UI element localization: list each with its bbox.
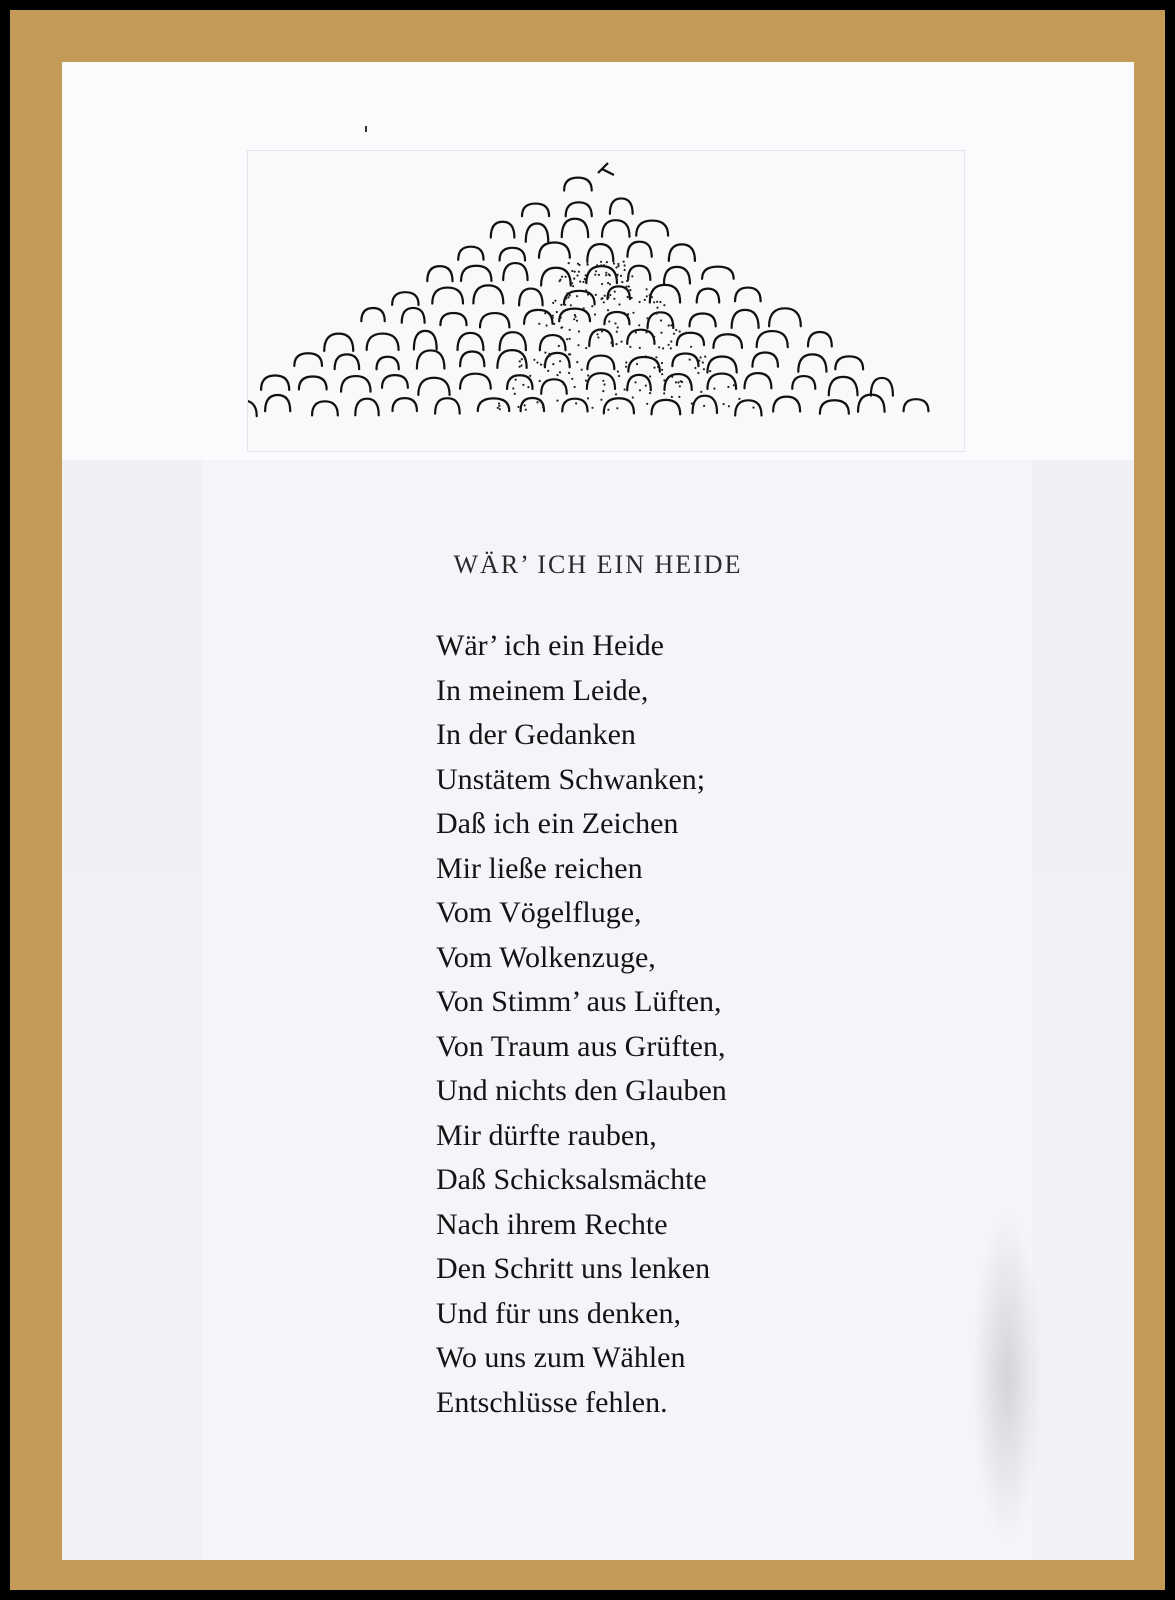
poem-line: Entschlüsse fehlen. xyxy=(436,1385,668,1419)
paper-page xyxy=(62,62,1134,1560)
poem-line: Von Stimm’ aus Lüften, xyxy=(436,985,722,1018)
poem-line: Wär’ ich ein Heide xyxy=(436,629,664,662)
poem-line: Daß Schicksalsmächte xyxy=(436,1163,707,1196)
poem-line: Vom Vögelfluge, xyxy=(436,896,642,929)
poem-line: Den Schritt uns lenken xyxy=(436,1252,711,1285)
picture-frame xyxy=(10,10,1165,1590)
poem-body xyxy=(436,624,727,1425)
poem-line: Daß ich ein Zeichen xyxy=(436,807,679,840)
hill-illustration xyxy=(247,150,965,452)
poem-line: Unstätem Schwanken; xyxy=(436,762,706,796)
poem-line: Und für uns denken, xyxy=(436,1296,681,1330)
poem-line: In meinem Leide, xyxy=(436,673,649,707)
poem-line: In der Gedanken xyxy=(436,718,636,751)
poem-title: WÄR’ ICH EIN HEIDE xyxy=(453,550,743,579)
poem-line: Vom Wolkenzuge, xyxy=(436,940,656,974)
poem-line: Wo uns zum Wählen xyxy=(436,1341,686,1374)
poem-line: Mir ließe reichen xyxy=(436,851,643,885)
poem-line: Nach ihrem Rechte xyxy=(436,1207,668,1241)
poem-line: Von Traum aus Grüften, xyxy=(436,1029,726,1063)
poem-line: Mir dürfte rauben, xyxy=(436,1118,657,1152)
poem-line: Und nichts den Glauben xyxy=(436,1074,727,1107)
hill-of-arches-icon xyxy=(248,151,964,451)
shadow-smudge xyxy=(972,1212,1042,1542)
ink-speck xyxy=(365,126,367,132)
